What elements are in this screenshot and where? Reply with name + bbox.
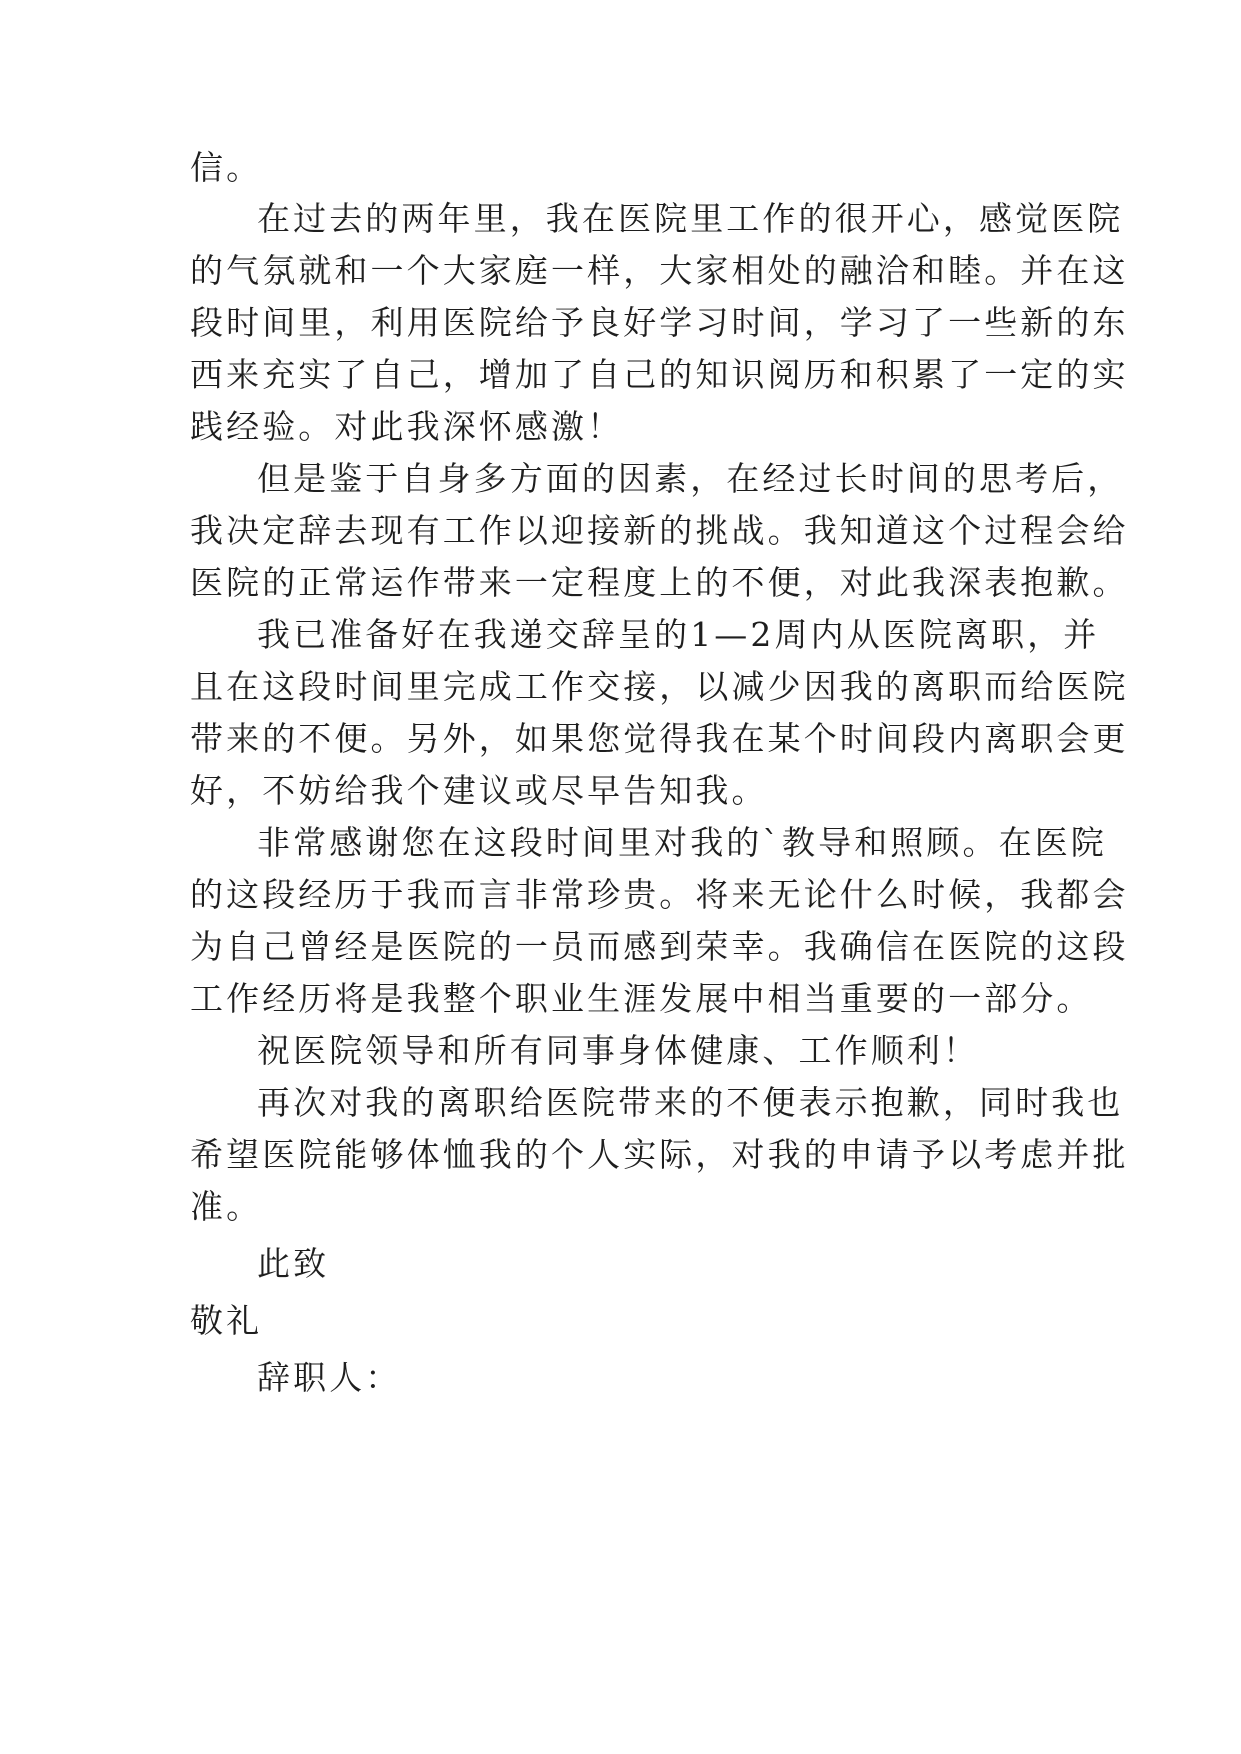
text-line: 的这段经历于我而言非常珍贵。将来无论什么时候，我都会 (190, 875, 1129, 914)
text-line: 好，不妨给我个建议或尽早告知我。 (190, 771, 768, 810)
text-line: 信。 (190, 148, 263, 187)
text-line: 为自己曾经是医院的一员而感到荣幸。我确信在医院的这段 (190, 927, 1129, 966)
paragraph-start-line: 祝医院领导和所有同事身体健康、工作顺利！ (257, 1031, 979, 1070)
text-line: 医院的正常运作带来一定程度上的不便，对此我深表抱歉。 (190, 563, 1129, 602)
text-line: 希望医院能够体恤我的个人实际，对我的申请予以考虑并批 (190, 1135, 1129, 1174)
paragraph-start-line: 在过去的两年里，我在医院里工作的很开心，感觉医院 (257, 199, 1124, 238)
text-line: 工作经历将是我整个职业生涯发展中相当重要的一部分。 (190, 979, 1093, 1018)
text-line: 且在这段时间里完成工作交接，以减少因我的离职而给医院 (190, 667, 1129, 706)
text-line: 践经验。对此我深怀感激！ (190, 407, 624, 446)
text-line: 准。 (190, 1187, 263, 1226)
text-line: 的气氛就和一个大家庭一样，大家相处的融洽和睦。并在这 (190, 251, 1129, 290)
closing-line: 此致 (257, 1244, 330, 1283)
paragraph-start-line: 非常感谢您在这段时间里对我的`教导和照顾。在医院 (257, 823, 1107, 862)
salutation-line: 敬礼 (190, 1301, 263, 1340)
text-line: 带来的不便。另外，如果您觉得我在某个时间段内离职会更 (190, 719, 1129, 758)
paragraph-start-line: 我已准备好在我递交辞呈的1—2周内从医院离职，并 (257, 615, 1100, 654)
paragraph-start-line: 再次对我的离职给医院带来的不便表示抱歉，同时我也 (257, 1083, 1124, 1122)
paragraph-start-line: 但是鉴于自身多方面的因素，在经过长时间的思考后， (257, 459, 1124, 498)
text-line: 段时间里，利用医院给予良好学习时间，学习了一些新的东 (190, 303, 1129, 342)
text-line: 西来充实了自己，增加了自己的知识阅历和积累了一定的实 (190, 355, 1129, 394)
text-line: 我决定辞去现有工作以迎接新的挑战。我知道这个过程会给 (190, 511, 1129, 550)
signature-line: 辞职人： (257, 1358, 402, 1397)
